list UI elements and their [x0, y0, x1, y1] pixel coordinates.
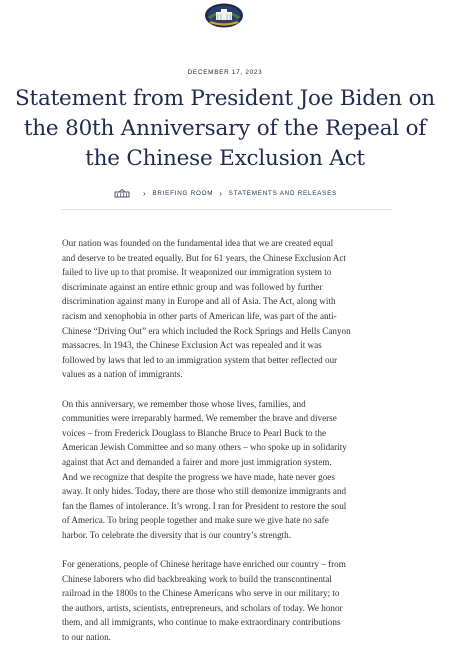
body-line: to our nation.: [62, 632, 111, 643]
body-line: them, and all immigrants, who continue to make extraordinary contributions: [62, 617, 341, 628]
body-line: discrimination against many in Europe and all of Asia. The Act, along with: [62, 296, 336, 307]
breadcrumb: [0, 186, 450, 200]
paragraph: [62, 397, 395, 543]
body-line: And we recognize that despite the progress we have made, hate never goes: [62, 471, 335, 482]
breadcrumb-briefing-room[interactable]: BRIEFING ROOM: [152, 189, 214, 197]
body-line: Our nation was founded on the fundamental idea that we are created equal: [62, 238, 334, 248]
body-line: values as a nation of immigrants.: [62, 369, 183, 380]
page-title: [4, 84, 446, 174]
body-line: away. It only hides. Today, there are those who still demonize immigrants and: [62, 486, 347, 497]
breadcrumb-statements-and-releases[interactable]: STATEMENTS AND RELEASES: [228, 189, 337, 197]
body-line: discriminate against an entire ethnic group and was followed by further: [62, 281, 323, 292]
body-line: communities were irreparably harmed. We remember the brave and diverse: [62, 413, 337, 424]
body-line: and deserve to be treated equally. But for 61 years, the Chinese Exclusion Act: [62, 252, 346, 263]
body-line: voices – from Frederick Douglass to Blanche Bruce to Pearl Buck to the: [62, 427, 327, 438]
white-house-seal-icon[interactable]: [204, 3, 244, 28]
body-line: American Jewish Committee and so many others – who spoke up in solidarity: [62, 442, 347, 453]
body-line: massacres. In 1943, the Chinese Exclusion Act was repealed and it was: [62, 340, 322, 351]
paragraph: [62, 236, 395, 382]
body-line: followed by laws that led to an immigration system that better reflected our: [62, 354, 338, 365]
white-house-icon[interactable]: [113, 188, 131, 198]
paragraph: [62, 557, 395, 645]
divider: [61, 209, 391, 210]
title-line: the Chinese Exclusion Act: [85, 146, 365, 171]
chevron-right-icon: ›: [142, 188, 147, 198]
title-line: the 80th Anniversary of the Repeal of: [23, 116, 427, 141]
publish-date: DECEMBER 17, 2023: [187, 69, 263, 76]
body-line: Chinese laborers who did backbreaking work to build the transcontinental: [62, 573, 332, 584]
title-line: Statement from President Joe Biden on: [15, 86, 435, 111]
body-line: harbor. To celebrate the diversity that is our country’s strength.: [62, 529, 292, 540]
body-line: of America. To bring people together and make sure we give hate no safe: [62, 515, 329, 526]
body-line: On this anniversary, we remember those whose lives, families, and: [62, 398, 306, 409]
chevron-right-icon: ›: [219, 188, 223, 198]
body-line: railroad in the 1800s to the Chinese Americans who serve in our military; to: [62, 588, 340, 599]
article-body: [62, 236, 395, 659]
body-line: fan the flames of intolerance. It’s wrong. I ran for President to restore the soul: [62, 500, 347, 511]
body-line: the authors, artists, scientists, entrepreneurs, and scholars of today. We honor: [62, 602, 343, 613]
body-line: For generations, people of Chinese heritage have enriched our country – from: [62, 559, 346, 570]
body-line: failed to live up to that promise. It weaponized our immigration system to: [62, 267, 332, 278]
body-line: against that Act and demanded a fairer and more just immigration system.: [62, 456, 332, 467]
body-line: Chinese “Driving Out” era which included the Rock Springs and Hells Canyon: [62, 325, 351, 336]
body-line: racism and xenophobia in other parts of American life, was part of the anti-: [62, 310, 337, 321]
